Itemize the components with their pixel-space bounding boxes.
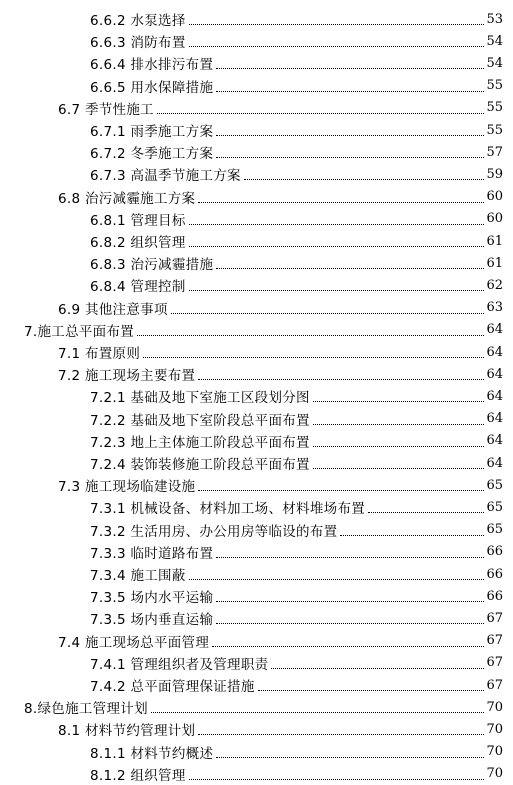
toc-entry[interactable] (0, 652, 513, 674)
toc-dot-leader (244, 178, 485, 180)
toc-page-number: 67 (486, 677, 503, 693)
toc-page-number: 67 (486, 610, 503, 626)
toc-entry-title: 7.4.2 总平面管理保证措施 (90, 679, 255, 695)
toc-page-number: 64 (486, 433, 503, 449)
toc-entry[interactable] (0, 252, 513, 274)
toc-entry[interactable] (0, 541, 513, 563)
toc-entry-title: 6.7.3 高温季节施工方案 (90, 168, 241, 185)
toc-entry-title: 7.2.1 基础及地下室施工区段划分图 (90, 390, 310, 407)
toc-dot-leader (313, 467, 485, 469)
toc-entry-title: 6.6.5 用水保障措施 (90, 79, 214, 96)
toc-dot-leader (143, 356, 484, 358)
toc-dot-leader (189, 223, 485, 225)
toc-entry[interactable] (0, 674, 513, 696)
toc-entry[interactable] (0, 30, 513, 52)
toc-dot-leader (137, 334, 484, 336)
toc-dot-leader (189, 23, 485, 25)
toc-dot-leader (171, 312, 485, 314)
toc-entry-title: 6.7.1 雨季施工方案 (90, 124, 214, 140)
toc-entry[interactable] (0, 75, 513, 97)
toc-page-number: 70 (486, 744, 503, 760)
toc-entry[interactable] (0, 363, 513, 385)
toc-dot-leader (216, 622, 484, 624)
toc-dot-leader (216, 756, 484, 758)
toc-entry[interactable] (0, 585, 513, 607)
toc-page-number: 65 (486, 522, 503, 538)
toc-entry-title: 7.2.2 基础及地下室阶段总平面布置 (90, 412, 310, 429)
toc-entry-title: 7.3.2 生活用房、办公用房等临设的布置 (90, 523, 338, 540)
toc-dot-leader (151, 711, 485, 713)
toc-entry-title: 7.4.1 管理组织者及管理职责 (90, 656, 269, 673)
toc-entry[interactable] (0, 630, 513, 652)
toc-entry[interactable] (0, 496, 513, 518)
toc-entry[interactable] (0, 97, 513, 119)
toc-entry-title: 7.3 施工现场临建设施 (58, 479, 196, 496)
toc-dot-leader (198, 489, 484, 491)
toc-dot-leader (368, 511, 484, 513)
toc-page-number: 60 (486, 211, 503, 227)
toc-dot-leader (189, 289, 485, 291)
toc-entry-title: 8.1 材料节约管理计划 (58, 723, 196, 740)
toc-entry[interactable] (0, 186, 513, 208)
toc-dot-leader (216, 90, 484, 92)
toc-page-number: 65 (486, 499, 503, 515)
toc-entry-title: 8.1.2 组织管理 (90, 767, 186, 784)
toc-entry[interactable] (0, 341, 513, 363)
toc-dot-leader (198, 378, 484, 380)
toc-entry-title: 7.4 施工现场总平面管理 (58, 634, 210, 651)
toc-entry[interactable] (0, 208, 513, 230)
toc-entry[interactable] (0, 408, 513, 430)
toc-entry-title: 6.6.2 水泵选择 (90, 13, 186, 29)
toc-entry-title: 6.8.4 管理控制 (90, 279, 186, 296)
toc-dot-leader (313, 423, 485, 425)
toc-entry[interactable] (0, 230, 513, 252)
toc-page-number: 62 (486, 277, 503, 293)
toc-page-number: 66 (486, 566, 503, 582)
toc-dot-leader (258, 689, 485, 691)
toc-page-number: 57 (486, 144, 503, 160)
toc-entry[interactable] (0, 319, 513, 341)
toc-dot-leader (157, 112, 484, 114)
toc-entry[interactable] (0, 385, 513, 407)
toc-page-number: 61 (486, 233, 503, 249)
toc-page-number: 70 (486, 699, 503, 715)
toc-page-number: 64 (486, 411, 503, 427)
toc-page-number: 70 (486, 721, 503, 737)
toc-entry[interactable] (0, 163, 513, 185)
toc-entry[interactable] (0, 119, 513, 141)
toc-page-number: 64 (486, 366, 503, 382)
toc-entry[interactable] (0, 52, 513, 74)
toc-dot-leader (216, 556, 484, 558)
toc-entry-title: 7.3.5 场内水平运输 (90, 590, 214, 607)
toc-entry[interactable] (0, 430, 513, 452)
toc-entry[interactable] (0, 8, 513, 30)
toc-entry[interactable] (0, 763, 513, 785)
toc-page-number: 70 (486, 766, 503, 782)
toc-dot-leader (340, 534, 484, 536)
toc-dot-leader (198, 733, 484, 735)
toc-dot-leader (271, 667, 484, 669)
toc-entry[interactable] (0, 519, 513, 541)
toc-entry-title: 6.8 治污减霾施工方案 (58, 190, 196, 207)
toc-page-number: 64 (486, 344, 503, 360)
toc-entry-title: 7.3.4 施工围蔽 (90, 568, 186, 584)
toc-entry-title: 7.3.5 场内垂直运输 (90, 612, 214, 629)
toc-entry-title: 6.8.1 管理目标 (90, 212, 186, 229)
toc-entry-title: 7.3.3 临时道路布置 (90, 545, 214, 562)
toc-entry-title: 6.7 季节性施工 (58, 101, 154, 118)
toc-entry-title: 6.9 其他注意事项 (58, 301, 168, 318)
toc-dot-leader (189, 45, 485, 47)
toc-entry-title: 7.2 施工现场主要布置 (58, 368, 196, 385)
toc-entry-title: 7.2.3 地上主体施工阶段总平面布置 (90, 434, 310, 451)
toc-dot-leader (313, 400, 485, 402)
toc-entry[interactable] (0, 563, 513, 585)
toc-entry[interactable] (0, 274, 513, 296)
toc-entry[interactable] (0, 474, 513, 496)
toc-entry[interactable] (0, 607, 513, 629)
toc-page-number: 67 (486, 633, 503, 649)
toc-page-number: 66 (486, 544, 503, 560)
toc-entry-title: 6.8.2 组织管理 (90, 235, 186, 251)
toc-page-number: 55 (486, 78, 503, 94)
toc-page-number: 66 (486, 588, 503, 604)
toc-dot-leader (189, 778, 485, 780)
toc-page-number: 53 (486, 11, 503, 27)
toc-dot-leader (216, 134, 484, 136)
toc-entry-title: 6.6.3 消防布置 (90, 35, 186, 52)
toc-page-number: 65 (486, 477, 503, 493)
toc-dot-leader (313, 445, 485, 447)
toc-entry[interactable] (0, 141, 513, 163)
toc-entry[interactable] (0, 452, 513, 474)
toc-dot-leader (212, 645, 484, 647)
toc-dot-leader (216, 156, 484, 158)
toc-entry-title: 7.施工总平面布置 (24, 323, 135, 340)
toc-entry[interactable] (0, 718, 513, 740)
toc-page-number: 55 (486, 100, 503, 116)
toc-page-number: 63 (486, 300, 503, 316)
toc-dot-leader (216, 67, 484, 69)
toc-dot-leader (216, 600, 484, 602)
toc-page-number: 64 (486, 388, 503, 404)
toc-entry[interactable] (0, 297, 513, 319)
toc-entry[interactable] (0, 696, 513, 718)
toc-entry-title: 6.6.4 排水排污布置 (90, 57, 214, 74)
toc-entry-title: 7.2.4 装饰装修施工阶段总平面布置 (90, 457, 310, 473)
toc-dot-leader (189, 245, 485, 247)
toc-entry-title: 6.7.2 冬季施工方案 (90, 146, 214, 163)
toc-entry-title: 8.1.1 材料节约概述 (90, 745, 214, 762)
toc-entry-title: 6.8.3 治污减霾措施 (90, 257, 214, 274)
toc-page-number: 54 (486, 55, 503, 71)
toc-dot-leader (216, 267, 484, 269)
toc-page-number: 67 (486, 655, 503, 671)
toc-dot-leader (189, 578, 485, 580)
toc-page-number: 60 (486, 189, 503, 205)
toc-entry-title: 8.绿色施工管理计划 (24, 701, 148, 718)
toc-page-number: 64 (486, 455, 503, 471)
toc-page-number: 61 (486, 255, 503, 271)
toc-page-number: 64 (486, 322, 503, 338)
toc-dot-leader (198, 201, 484, 203)
toc-page-number: 54 (486, 33, 503, 49)
toc-entry-title: 7.3.1 机械设备、材料加工场、材料堆场布置 (90, 501, 366, 518)
toc-entry-title: 7.1 布置原则 (58, 346, 141, 362)
toc-entry[interactable] (0, 741, 513, 763)
toc-page-number: 55 (486, 122, 503, 138)
toc-page-number: 59 (486, 166, 503, 182)
